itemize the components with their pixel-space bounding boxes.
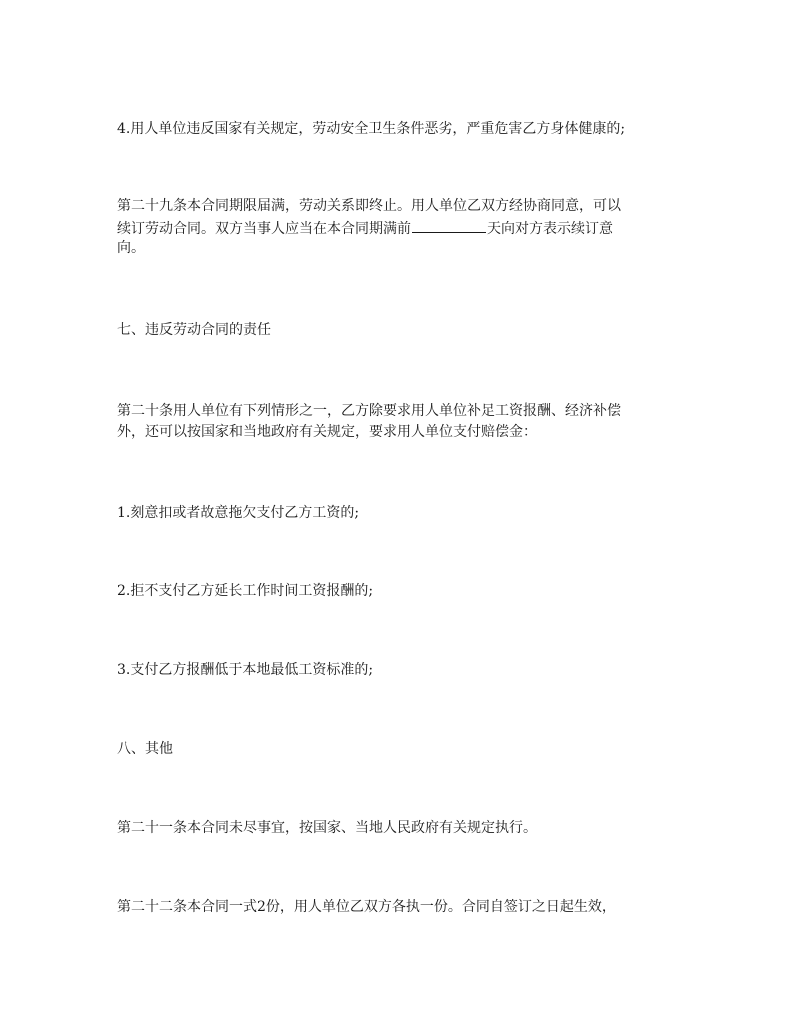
- text-line-with-blank: [117, 217, 687, 238]
- text-fragment: 天向对方表示续订意: [487, 221, 613, 237]
- section-8-heading: [117, 739, 687, 760]
- text-line: 第二十九条本合同期限届满，劳动关系即终止。用人单位乙双方经协商同意，可以: [117, 198, 621, 214]
- text-line: 3.支付乙方报酬低于本地最低工资标准的;: [117, 662, 374, 678]
- text-line: 向。: [117, 240, 145, 256]
- clause-item-1: [117, 503, 687, 524]
- text-line: 第二十二条本合同一式2份，用人单位乙双方各执一份。合同自签订之日起生效，: [117, 899, 616, 915]
- text-line: 4.用人单位违反国家有关规定，劳动安全卫生条件恶劣，严重危害乙方身体健康的;: [117, 121, 626, 137]
- text-line: 1.刻意扣或者故意拖欠支付乙方工资的;: [117, 505, 360, 521]
- text-line: 外，还可以按国家和当地政府有关规定，要求用人单位支付赔偿金：: [117, 424, 537, 440]
- heading-text: 八、其他: [117, 741, 173, 757]
- fill-in-blank: [412, 217, 486, 233]
- text-line: 2.拒不支付乙方延长工作时间工资报酬的;: [117, 583, 374, 599]
- article-21-paragraph: [117, 818, 687, 839]
- article-20-paragraph: [117, 401, 687, 443]
- article-29-paragraph: [117, 196, 687, 259]
- clause-item-3: [117, 660, 687, 681]
- clause-item-2: [117, 581, 687, 602]
- heading-text: 七、违反劳动合同的责任: [117, 322, 271, 338]
- clause-item-4: [117, 119, 687, 140]
- text-fragment: 续订劳动合同。双方当事人应当在本合同期满前: [117, 221, 411, 237]
- article-22-paragraph: [117, 897, 687, 918]
- text-line: 第二十条用人单位有下列情形之一，乙方除要求用人单位补足工资报酬、经济补偿: [117, 403, 621, 419]
- section-7-heading: [117, 320, 687, 341]
- text-line: 第二十一条本合同未尽事宜，按国家、当地人民政府有关规定执行。: [117, 820, 537, 836]
